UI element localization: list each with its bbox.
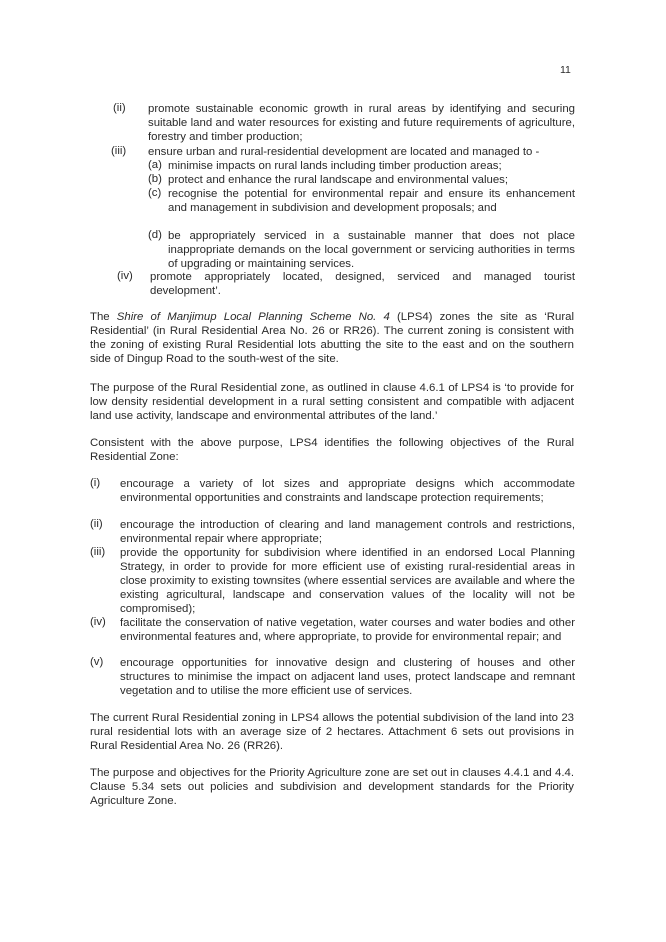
list-marker: (iv): [117, 270, 133, 282]
sub-list-marker: (a): [148, 159, 162, 171]
paragraph-objectives-intro: Consistent with the above purpose, LPS4 identifies the following objectives of the Rural Residential Zone:: [90, 437, 574, 463]
paragraph-priority-agriculture: The purpose and objectives for the Priority Agriculture zone are set out in clauses 4.4.1 and 4.4. Clause 5.34 sets out policies and subdivision and development standards for the Priority Agriculture Zone.: [90, 767, 574, 807]
objective-text: encourage the introduction of clearing and land management controls and restrictions, environmental repair where appropriate;: [120, 519, 575, 545]
sub-list-text: recognise the potential for environmental repair and ensure its enhancement and management in subdivision and development proposals; and: [168, 188, 575, 214]
sub-list-marker: (d): [148, 229, 162, 241]
objective-marker: (i): [90, 477, 101, 489]
para1-pre: The: [90, 311, 117, 323]
list-marker: (iii): [111, 145, 127, 157]
objective-text: encourage opportunities for innovative design and clustering of houses and other structures to minimise the impact on adjacent land uses, protect landscape and remnant vegetation and to utilise the more efficient use of services.: [120, 657, 575, 697]
scheme-title: Shire of Manjimup Local Planning Scheme No. 4: [116, 311, 390, 323]
page-number: 11: [560, 64, 571, 76]
paragraph-purpose: The purpose of the Rural Residential zone, as outlined in clause 4.6.1 of LPS4 is ‘to provide for low density residential development in a rural setting consistent and compatible with adjacent land use activity, landscape and environmental attributes of the land.’: [90, 382, 574, 422]
sub-list-marker: (b): [148, 173, 162, 185]
objective-text: encourage a variety of lot sizes and appropriate designs which accommodate environmental opportunities and constraints and landscape protection requirements;: [120, 478, 575, 504]
para1-post: (LPS4) zones the site as ‘Rural Residential’ (in Rural Residential Area No. 26 or RR26). The current zoning is consistent with the zoning of existing Rural Residential lots abutting the site to the east and on the southern side of Dingup Road to the south-west of the site.: [90, 311, 574, 365]
objective-marker: (v): [90, 656, 104, 668]
objective-marker: (iv): [90, 616, 106, 628]
objective-marker: (ii): [90, 518, 103, 530]
list-text: ensure urban and rural-residential development are located and managed to -: [148, 146, 540, 158]
objective-text: facilitate the conservation of native vegetation, water courses and water bodies and other environmental features and, where appropriate, to provide for environmental repair; and: [120, 617, 575, 643]
list-text: promote appropriately located, designed, serviced and managed tourist development’.: [150, 271, 575, 297]
sub-list-text: protect and enhance the rural landscape and environmental values;: [168, 174, 509, 186]
sub-list-text: be appropriately serviced in a sustainable manner that does not place inappropriate demands on the local government or servicing authorities in terms of upgrading or maintaining services.: [168, 230, 575, 270]
paragraph-zoning: [90, 310, 574, 366]
list-marker: (ii): [113, 102, 126, 114]
objective-text: provide the opportunity for subdivision where identified in an endorsed Local Planning Strategy, in order to provide for more efficient use of existing rural-residential areas in close proximity to existing townsites (where essential services are available and where the existing agricultural, landscape and conservation values of the locality will not be compromised);: [120, 547, 575, 615]
sub-list-text: minimise impacts on rural lands including timber production areas;: [168, 160, 502, 172]
objective-marker: (iii): [90, 546, 106, 558]
paragraph-current-zoning: The current Rural Residential zoning in LPS4 allows the potential subdivision of the land into 23 rural residential lots with an average size of 2 hectares. Attachment 6 sets out provisions in Rural Residential Area No. 26 (RR26).: [90, 712, 574, 752]
list-text: promote sustainable economic growth in rural areas by identifying and securing suitable land and water resources for existing and future requirements of agriculture, forestry and timber production;: [148, 103, 575, 143]
sub-list-marker: (c): [148, 187, 162, 199]
